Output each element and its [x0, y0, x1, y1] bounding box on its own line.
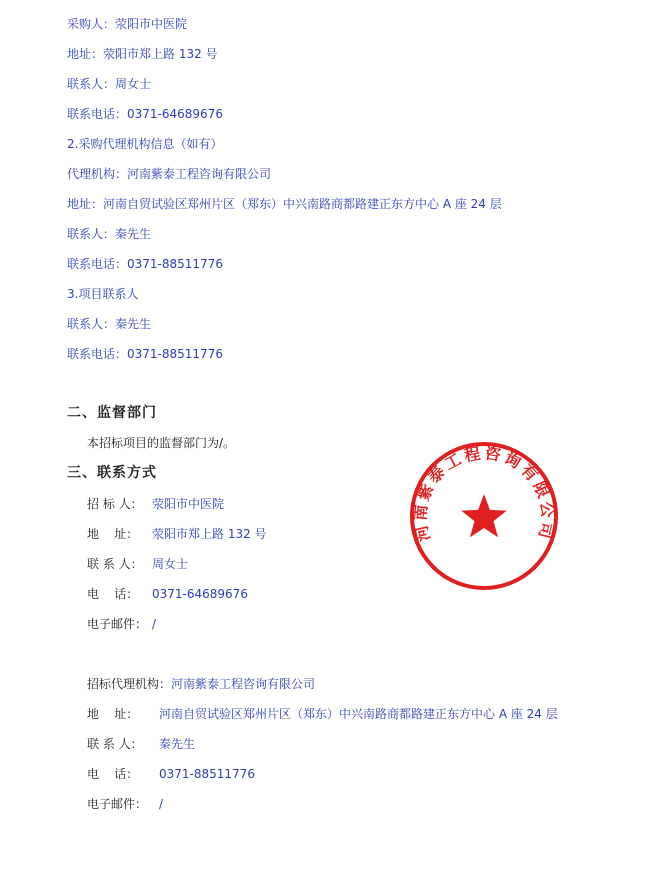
tenderer-phone-row: [87, 586, 248, 602]
agency-contact-label: 招标代理机构：: [87, 677, 172, 691]
purchaser-address: 地址：荥阳市郑上路 132 号: [67, 47, 218, 61]
project-contact-phone: 联系电话：0371-88511776: [67, 347, 223, 361]
seal-text: 河南紫泰工程咨询有限公司: [410, 443, 558, 544]
tenderer-email-value: /: [152, 617, 157, 631]
agency-person-value: 秦先生: [159, 737, 196, 751]
tenderer-label: 招 标 人：: [87, 497, 143, 511]
agency-contact-value: 河南紫泰工程咨询有限公司: [171, 677, 316, 691]
tenderer-contact-value: 周女士: [152, 557, 189, 571]
tenderer-address-row: [87, 526, 267, 542]
agency-address-label: 地 址：: [87, 707, 139, 721]
tenderer-row: [87, 496, 224, 512]
agency-person-row: [87, 736, 195, 752]
agency-person-label: 联 系 人：: [87, 737, 143, 751]
agency-phone-value: 0371-88511776: [159, 767, 255, 781]
agency-section-title: 2.采购代理机构信息（如有）: [67, 137, 223, 151]
agency-address-row: [87, 706, 558, 722]
agency-contact: 联系人：秦先生: [67, 227, 152, 241]
agency-email-label: 电子邮件：: [87, 797, 148, 811]
agency-phone-row: [87, 766, 255, 782]
purchaser-phone: 联系电话：0371-64689676: [67, 107, 223, 121]
agency-name: 代理机构：河南紫泰工程咨询有限公司: [67, 167, 272, 181]
seal-star-icon: [461, 494, 507, 537]
agency-contact-row: [87, 676, 315, 692]
tenderer-address-value: 荥阳市郑上路 132 号: [152, 527, 267, 541]
project-contact-name: 联系人：秦先生: [67, 317, 152, 331]
tenderer-phone-value: 0371-64689676: [152, 587, 248, 601]
agency-phone: 联系电话：0371-88511776: [67, 257, 223, 271]
tenderer-address-label: 地 址：: [87, 527, 139, 541]
agency-email-row: [87, 796, 163, 812]
tenderer-phone-label: 电 话：: [87, 587, 139, 601]
supervision-heading: 二、监督部门: [67, 405, 157, 421]
tenderer-contact-row: [87, 556, 188, 572]
tenderer-value: 荥阳市中医院: [152, 497, 225, 511]
contact-heading: 三、联系方式: [67, 465, 157, 481]
tenderer-email-label: 电子邮件：: [87, 617, 148, 631]
project-contact-title: 3.项目联系人: [67, 287, 139, 301]
tenderer-email-row: [87, 616, 156, 632]
supervision-text: 本招标项目的监督部门为/。: [87, 436, 236, 450]
agency-address: 地址：河南自贸试验区郑州片区（郑东）中兴南路商都路建正东方中心 A 座 24 层: [67, 197, 502, 211]
agency-phone-label: 电 话：: [87, 767, 139, 781]
purchaser-name: 采购人：荥阳市中医院: [67, 17, 188, 31]
company-seal: [408, 440, 560, 592]
tenderer-contact-label: 联 系 人：: [87, 557, 143, 571]
agency-email-value: /: [159, 797, 164, 811]
purchaser-contact: 联系人：周女士: [67, 77, 152, 91]
agency-address-value: 河南自贸试验区郑州片区（郑东）中兴南路商都路建正东方中心 A 座 24 层: [159, 707, 558, 721]
